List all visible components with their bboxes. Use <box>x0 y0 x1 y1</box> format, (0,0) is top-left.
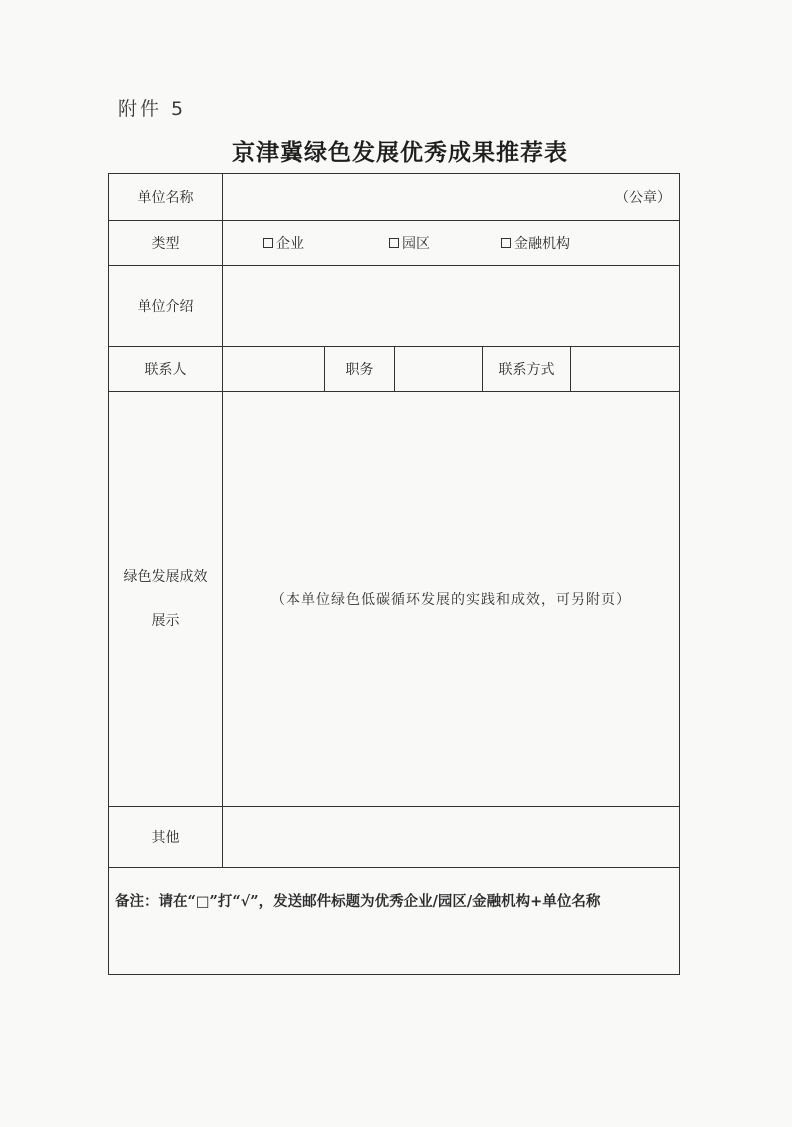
unit-name-field[interactable] <box>223 174 680 221</box>
contact-label: 联系人 <box>109 347 223 392</box>
row-unit-name <box>109 174 680 221</box>
form-title: 京津冀绿色发展优秀成果推荐表 <box>232 139 568 166</box>
checkbox-icon[interactable] <box>501 238 511 248</box>
note-text: 备注：请在“□”打“√”，发送邮件标题为优秀企业/园区/金融机构+单位名称 <box>109 868 680 975</box>
type-option-enterprise[interactable] <box>263 233 389 253</box>
intro-label: 单位介绍 <box>109 266 223 347</box>
achievement-label-line1: 绿色发展成效 <box>123 569 208 585</box>
contact-field[interactable] <box>223 347 325 392</box>
row-contact <box>109 347 680 392</box>
achievement-field[interactable] <box>223 392 680 807</box>
type-option-label: 园区 <box>402 236 430 252</box>
achievement-placeholder: （本单位绿色低碳循环发展的实践和成效，可另附页） <box>271 592 631 608</box>
other-field[interactable] <box>223 807 680 868</box>
other-label: 其他 <box>109 807 223 868</box>
checkbox-icon[interactable] <box>389 238 399 248</box>
type-options-cell <box>223 221 680 266</box>
position-field[interactable] <box>395 347 483 392</box>
row-type <box>109 221 680 266</box>
contact-method-field[interactable] <box>571 347 680 392</box>
unit-name-label: 单位名称 <box>109 174 223 221</box>
checkbox-icon[interactable] <box>263 238 273 248</box>
row-note <box>109 868 680 975</box>
type-option-label: 企业 <box>276 236 304 252</box>
type-label: 类型 <box>109 221 223 266</box>
annex-label: 附件 5 <box>118 98 187 120</box>
position-label: 职务 <box>325 347 395 392</box>
row-other <box>109 807 680 868</box>
type-option-label: 金融机构 <box>514 236 570 252</box>
achievement-label <box>109 392 223 807</box>
type-option-financial[interactable] <box>501 233 570 253</box>
achievement-label-line2: 展示 <box>151 613 180 629</box>
type-options <box>223 233 679 253</box>
intro-field[interactable] <box>223 266 680 347</box>
recommendation-form-table <box>108 173 680 975</box>
row-intro <box>109 266 680 347</box>
seal-hint: （公章） <box>615 190 671 206</box>
row-achievement <box>109 392 680 807</box>
type-option-park[interactable] <box>389 233 501 253</box>
contact-method-label: 联系方式 <box>483 347 571 392</box>
